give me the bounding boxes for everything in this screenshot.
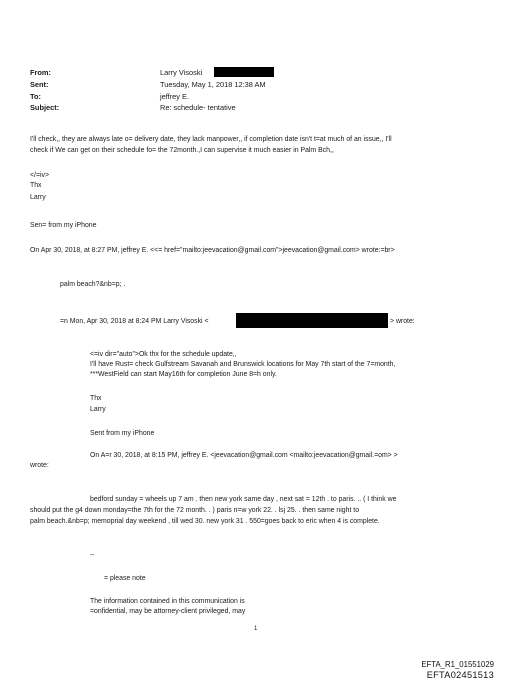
wrote-label: wrote: [30,462,49,469]
signature-larry-1: Larry [30,194,46,201]
subject-label: Subject: [30,103,60,112]
redaction-from-email [214,67,274,77]
bates-stamp-1: EFTA_R1_01551029 [421,660,494,669]
quote-header-824-prefix: =n Mon, Apr 30, 2018 at 8:24 PM Larry Visoski < [60,318,209,325]
to-label: To: [30,92,41,101]
sent-from-iphone-1: Sen= from my iPhone [30,222,97,229]
to-value: jeffrey E. [160,92,190,101]
confidentiality-line-2: =onfidential, may be attorney-client privileged, may [90,608,246,615]
thx-2: Thx [90,395,102,402]
quoted-line-3: ***WestField can start May16th for completion June 8=h only. [90,371,277,378]
quoted-line-2: I'll have Rust= check Gulfstream Savanah and Brunswick locations for May 7th start of the 7=month, [90,361,396,368]
page-number: 1 [254,626,258,632]
signature-larry-2: Larry [90,406,106,413]
para1-line2: check if We can get on their schedule fo= the 72month.,I can supervise it much easier in Palm Bch,, [30,147,334,154]
bedford-line-3: palm beach.&nb=p; memoprial day weekend , till wed 30. new york 31 . 550=goes back to eric when 4 is complete. [30,518,380,525]
sent-value: Tuesday, May 1, 2018 12:38 AM [160,80,266,89]
please-note: = please note [104,575,146,582]
sent-from-iphone-2: Sent from my iPhone [90,430,155,437]
confidentiality-line-1: The information contained in this communication is [90,598,245,605]
quote-header-827: On Apr 30, 2018, at 8:27 PM, jeffrey E. <<= href="mailto:jeevacation@gmail.com">jeevacation@gmail.com> wrote:=br> [30,247,395,254]
sent-label: Sent: [30,80,49,89]
subject-value: Re: schedule- tentative [160,103,236,112]
div-close-tag: </=iv> [30,172,49,179]
redaction-email-824 [236,313,388,328]
thx-1: Thx [30,182,42,189]
from-label: From: [30,68,51,77]
palm-beach-line: palm beach?&nb=p; . [60,281,126,288]
bedford-line-1: bedford sunday = wheels up 7 am . then new york same day , next sat = 12th . to paris. .. ( I think we [90,496,397,503]
bedford-line-2: should put the g4 down monday=the 7th for the 72 month. . ) paris n=w york 22. . lsj 25. . then same night to [30,507,360,514]
quote-header-824-suffix: > wrote: [390,318,415,325]
quote-header-815: On A=r 30, 2018, at 8:15 PM, jeffrey E. <jeevacation@gmail.com <mailto:jeevacation@gmail.=om> > [90,452,398,459]
from-value: Larry Visoski [160,68,203,77]
bates-stamp-2: EFTA02451513 [426,670,494,680]
signature-dash: -- [90,552,95,559]
quoted-line-1: <=iv dir="auto">Ok thx for the schedule update,, [90,351,237,358]
para1-line1: I'll check,, they are always late o= delivery date, they lack manpower,, if completion date isn't t=at much of an issue,, I'll [30,136,392,143]
